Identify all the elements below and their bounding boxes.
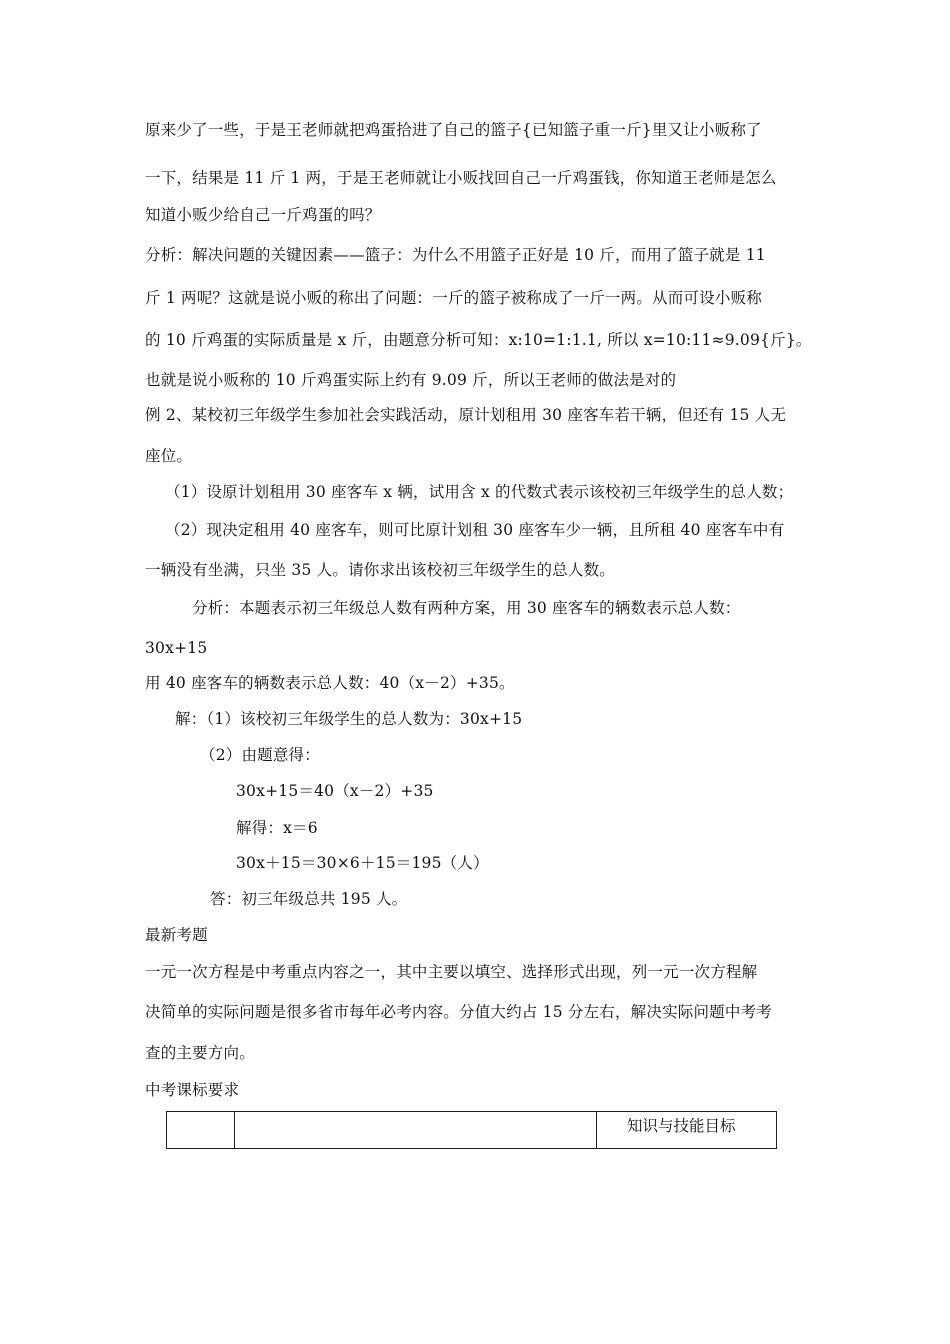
paragraph-line: 原来少了一些，于是王老师就把鸡蛋拾进了自己的篮子{已知篮子重一斤}里又让小贩称了 [145,121,762,139]
question-line: （2）现决定租用 40 座客车，则可比原计划租 30 座客车少一辆，且所租 40 座客车中有 [165,521,785,539]
question-line: （1）设原计划租用 30 座客车 x 辆，试用含 x 的代数式表示该校初三年级学生的总人数； [165,483,794,501]
analysis-line: 分析：解决问题的关键因素——篮子：为什么不用篮子正好是 10 斤，而用了篮子就是 11 [145,246,766,264]
example-line: 座位。 [145,447,193,465]
paragraph-line: 一元一次方程是中考重点内容之一，其中主要以填空、选择形式出现，列一元一次方程解 [145,963,758,981]
table-row [167,1112,777,1149]
equation-line: 30x+15＝40（x－2）+35 [236,782,434,800]
section-heading: 最新考题 [145,926,208,944]
analysis-line: 也就是说小贩称的 10 斤鸡蛋实际上约有 9.09 斤，所以王老师的做法是对的 [145,371,677,389]
formula-line: 用 40 座客车的辆数表示总人数：40（x－2）+35。 [145,674,515,692]
example-line: 例 2、某校初三年级学生参加社会实践活动，原计划租用 30 座客车若干辆，但还有 15 人无 [145,406,787,424]
analysis-line: 分析：本题表示初三年级总人数有两种方案，用 30 座客车的辆数表示总人数： [192,599,741,617]
paragraph-line: 一下，结果是 11 斤 1 两，于是王老师就让小贩找回自己一斤鸡蛋钱，你知道王老师是怎么 [145,169,777,187]
paragraph-line: 决简单的实际问题是很多省市每年必考内容。分值大约占 15 分左右，解决实际问题中考考 [145,1003,772,1021]
paragraph-line: 知道小贩少给自己一斤鸡蛋的吗？ [145,206,381,224]
equation-line: 解得：x＝6 [236,819,318,837]
section-heading: 中考课标要求 [145,1081,240,1099]
solution-line: （2）由题意得： [200,746,320,764]
table-cell [235,1112,597,1149]
table-cell [167,1112,235,1149]
solution-line: 解：（1）该校初三年级学生的总人数为：30x+15 [175,710,523,728]
analysis-line: 的 10 斤鸡蛋的实际质量是 x 斤，由题意分析可知：x:10=1:1.1, 所以 x=10:11≈9.09{斤}。 [145,331,812,349]
answer-line: 答：初三年级总共 195 人。 [210,890,408,908]
table-cell: 知识与技能目标 [597,1112,777,1149]
question-line: 一辆没有坐满，只坐 35 人。请你求出该校初三年级学生的总人数。 [145,561,615,579]
formula-line: 30x+15 [145,639,208,657]
equation-line: 30x＋15＝30×6＋15＝195（人） [236,854,489,872]
paragraph-line: 查的主要方向。 [145,1044,255,1062]
analysis-line: 斤 1 两呢？这就是说小贩的称出了问题：一斤的篮子被称成了一斤一两。从而可设小贩称 [145,289,762,307]
requirements-table [166,1111,777,1149]
